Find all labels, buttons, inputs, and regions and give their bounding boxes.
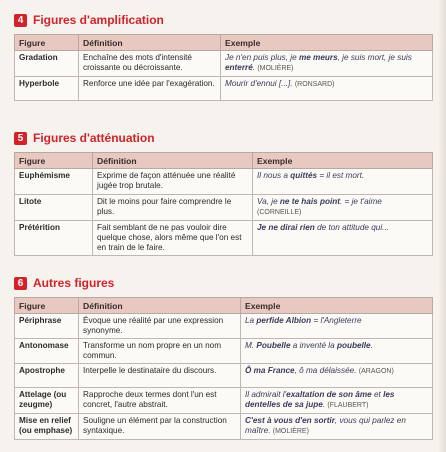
figure-definition: Évoque une réalité par une expression synonyme. bbox=[79, 314, 241, 339]
table-row bbox=[15, 339, 433, 364]
example-highlight: C'est à vous d'en sortir bbox=[245, 416, 335, 425]
header-exemple: Exemple bbox=[253, 153, 433, 169]
section-title: Figures d'atténuation bbox=[33, 131, 155, 145]
table-row bbox=[15, 77, 433, 101]
page-edge bbox=[438, 0, 446, 452]
example-highlight: les dentelles de sa jupe bbox=[245, 390, 395, 409]
example-text: , je suis mort, je suis bbox=[337, 53, 412, 62]
example-text: et bbox=[371, 390, 384, 399]
figure-example bbox=[241, 339, 433, 364]
section-attenuation bbox=[14, 130, 432, 256]
example-highlight: exaltation de son âme bbox=[286, 390, 372, 399]
figure-definition: Exprime de façon atténuée une réalité jugée trop brutale. bbox=[93, 169, 253, 195]
table-header-row bbox=[15, 298, 433, 314]
figure-definition: Fait semblant de ne pas vouloir dire quelque chose, alors même que l'on est en train de le faire. bbox=[93, 221, 253, 256]
table-header-row bbox=[15, 153, 433, 169]
section-title: Autres figures bbox=[33, 276, 115, 290]
example-text: , vous qui parlez en maître. bbox=[245, 416, 406, 435]
section-amplification bbox=[14, 12, 432, 101]
example-text: Va, je bbox=[257, 197, 280, 206]
example-highlight: enterré bbox=[225, 63, 253, 72]
example-highlight: ne te hais point bbox=[279, 197, 340, 206]
example-source: (ARAGON) bbox=[358, 368, 394, 375]
header-definition: Définition bbox=[79, 298, 241, 314]
example-text: Mourir d'ennui [...]. bbox=[225, 79, 293, 88]
header-definition: Définition bbox=[93, 153, 253, 169]
section-autres bbox=[14, 275, 432, 440]
figure-example bbox=[253, 221, 433, 256]
example-highlight: quittés bbox=[290, 171, 318, 180]
section-header bbox=[14, 12, 432, 28]
figure-term: Mise en relief (ou emphase) bbox=[15, 414, 79, 440]
example-text: = l'Angleterre bbox=[311, 316, 362, 325]
example-source: (CORNEILLE) bbox=[257, 209, 302, 216]
example-text: . bbox=[252, 63, 256, 72]
table-row bbox=[15, 221, 433, 256]
section-title: Figures d'amplification bbox=[33, 13, 164, 27]
example-highlight: Je ne dirai rien bbox=[257, 223, 315, 232]
example-text: . bbox=[339, 197, 345, 206]
figure-example bbox=[221, 77, 433, 101]
example-text: , ô ma délaissée. bbox=[294, 366, 357, 375]
figure-definition: Rapproche deux termes dont l'un est concret, l'autre abstrait. bbox=[79, 388, 241, 414]
section-number: 5 bbox=[14, 132, 27, 145]
example-highlight: me meurs bbox=[298, 53, 338, 62]
header-figure: Figure bbox=[15, 298, 79, 314]
example-highlight: perfide Albion bbox=[256, 316, 312, 325]
table-row bbox=[15, 195, 433, 221]
example-highlight: Ô ma France bbox=[245, 366, 295, 375]
figure-term: Périphrase bbox=[15, 314, 79, 339]
table-row bbox=[15, 364, 433, 388]
example-text: La bbox=[245, 316, 257, 325]
figure-example bbox=[241, 364, 433, 388]
table-row bbox=[15, 314, 433, 339]
example-text: de ton attitude qui... bbox=[314, 223, 389, 232]
section-number: 6 bbox=[14, 277, 27, 290]
figure-term: Gradation bbox=[15, 51, 79, 77]
header-exemple: Exemple bbox=[241, 298, 433, 314]
figure-example bbox=[241, 388, 433, 414]
figure-definition: Souligne un élément par la construction syntaxique. bbox=[79, 414, 241, 440]
figure-definition: Transforme un nom propre en un nom commun. bbox=[79, 339, 241, 364]
example-text: = je t'aime bbox=[344, 197, 382, 206]
example-source: (MOLIÈRE) bbox=[272, 428, 309, 435]
figure-term: Hyperbole bbox=[15, 77, 79, 101]
figure-term: Apostrophe bbox=[15, 364, 79, 388]
section-number: 4 bbox=[14, 14, 27, 27]
example-text: Il admirait l' bbox=[245, 390, 287, 399]
figure-term: Antonomase bbox=[15, 339, 79, 364]
figure-term: Euphémisme bbox=[15, 169, 93, 195]
table-row bbox=[15, 388, 433, 414]
section-header bbox=[14, 275, 432, 291]
example-highlight: poubelle bbox=[336, 341, 371, 350]
example-text: . bbox=[322, 400, 326, 409]
figures-table bbox=[14, 297, 433, 440]
figure-definition: Renforce une idée par l'exagération. bbox=[79, 77, 221, 101]
table-row bbox=[15, 414, 433, 440]
figures-table bbox=[14, 34, 433, 101]
example-text: = il est mort. bbox=[317, 171, 365, 180]
figure-example bbox=[253, 169, 433, 195]
example-source: (MOLIÈRE) bbox=[257, 65, 294, 72]
header-definition: Définition bbox=[79, 35, 221, 51]
figure-term: Litote bbox=[15, 195, 93, 221]
figure-example bbox=[221, 51, 433, 77]
example-text: M. bbox=[245, 341, 257, 350]
header-exemple: Exemple bbox=[221, 35, 433, 51]
figures-table bbox=[14, 152, 433, 256]
figure-example bbox=[241, 314, 433, 339]
figure-example bbox=[241, 414, 433, 440]
header-figure: Figure bbox=[15, 35, 79, 51]
figure-term: Attelage (ou zeugme) bbox=[15, 388, 79, 414]
figure-definition: Dit le moins pour faire comprendre le plus. bbox=[93, 195, 253, 221]
example-source: (RONSARD) bbox=[294, 81, 335, 88]
table-header-row bbox=[15, 35, 433, 51]
figure-definition: Interpelle le destinataire du discours. bbox=[79, 364, 241, 388]
example-text: Je n'en puis plus, je bbox=[225, 53, 299, 62]
table-row bbox=[15, 51, 433, 77]
figure-term: Prétérition bbox=[15, 221, 93, 256]
example-text: a inventé la bbox=[290, 341, 337, 350]
figure-definition: Enchaîne des mots d'intensité croissante ou décroissante. bbox=[79, 51, 221, 77]
example-text: . bbox=[370, 341, 373, 350]
example-highlight: Poubelle bbox=[256, 341, 291, 350]
section-header bbox=[14, 130, 432, 146]
table-row bbox=[15, 169, 433, 195]
header-figure: Figure bbox=[15, 153, 93, 169]
example-text: Il nous a bbox=[257, 171, 291, 180]
example-source: (FLAUBERT) bbox=[327, 402, 369, 409]
figure-example bbox=[253, 195, 433, 221]
